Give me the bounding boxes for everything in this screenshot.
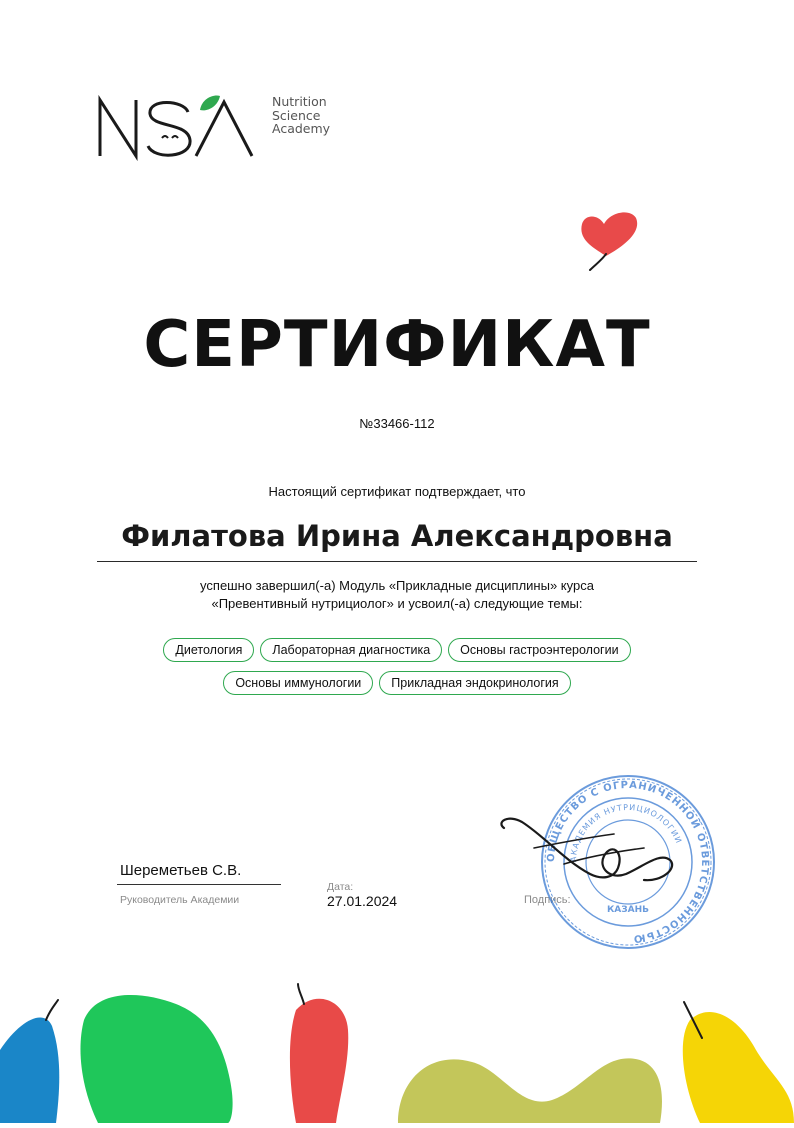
logo-text — [272, 95, 330, 136]
signer-name: Шереметьев С.В. — [120, 862, 242, 879]
handwritten-signature — [494, 808, 684, 898]
date-value: 27.01.2024 — [327, 893, 398, 909]
certificate-number: №33466-112 — [359, 416, 435, 431]
stamp-outer-text: ОБЩЕСТВО С ОГРАНИЧЕННОЙ ОТВЕТСТВЕННОСТЬЮ — [545, 779, 711, 945]
recipient-name: Филатова Ирина Александровна — [121, 519, 673, 553]
decorative-blobs — [0, 980, 794, 1123]
topic-badge: Прикладная эндокринология — [379, 671, 570, 695]
recipient-underline — [97, 561, 697, 562]
logo-line-1: Nutrition — [272, 94, 327, 109]
red-blob — [290, 999, 348, 1123]
topics-list — [60, 638, 734, 704]
topic-badge: Основы гастроэнтерологии — [448, 638, 630, 662]
certificate-title: СЕРТИФИКАТ — [143, 308, 651, 382]
green-blob — [80, 995, 232, 1123]
blue-blob — [0, 1018, 59, 1123]
stamp-city: КАЗАНЬ — [606, 905, 650, 915]
nsa-logo-mark — [96, 92, 266, 172]
topic-badge: Диетология — [163, 638, 254, 662]
topic-badge: Лабораторная диагностика — [260, 638, 442, 662]
certificate-intro: Настоящий сертификат подтверждает, что — [268, 484, 526, 499]
description-line-2: «Превентивный нутрициолог» и усвоил(-а) следующие темы: — [211, 596, 583, 611]
logo-line-3: Academy — [272, 121, 331, 136]
stamp-inner-text: АКАДЕМИЯ НУТРИЦИОЛОГИИ — [568, 802, 684, 863]
certificate-description — [0, 577, 794, 613]
date-label: Дата: — [327, 881, 354, 893]
signer-underline — [117, 884, 281, 885]
signature-label: Подпись: — [524, 894, 571, 906]
signer-role: Руководитель Академии — [120, 894, 240, 906]
yellow-blob — [683, 1012, 794, 1123]
heart-icon — [576, 204, 640, 276]
description-line-1: успешно завершил(-а) Модуль «Прикладные дисциплины» курса — [200, 578, 594, 593]
olive-blob — [398, 1058, 662, 1123]
topic-badge: Основы иммунологии — [223, 671, 373, 695]
logo-line-2: Science — [272, 107, 321, 123]
